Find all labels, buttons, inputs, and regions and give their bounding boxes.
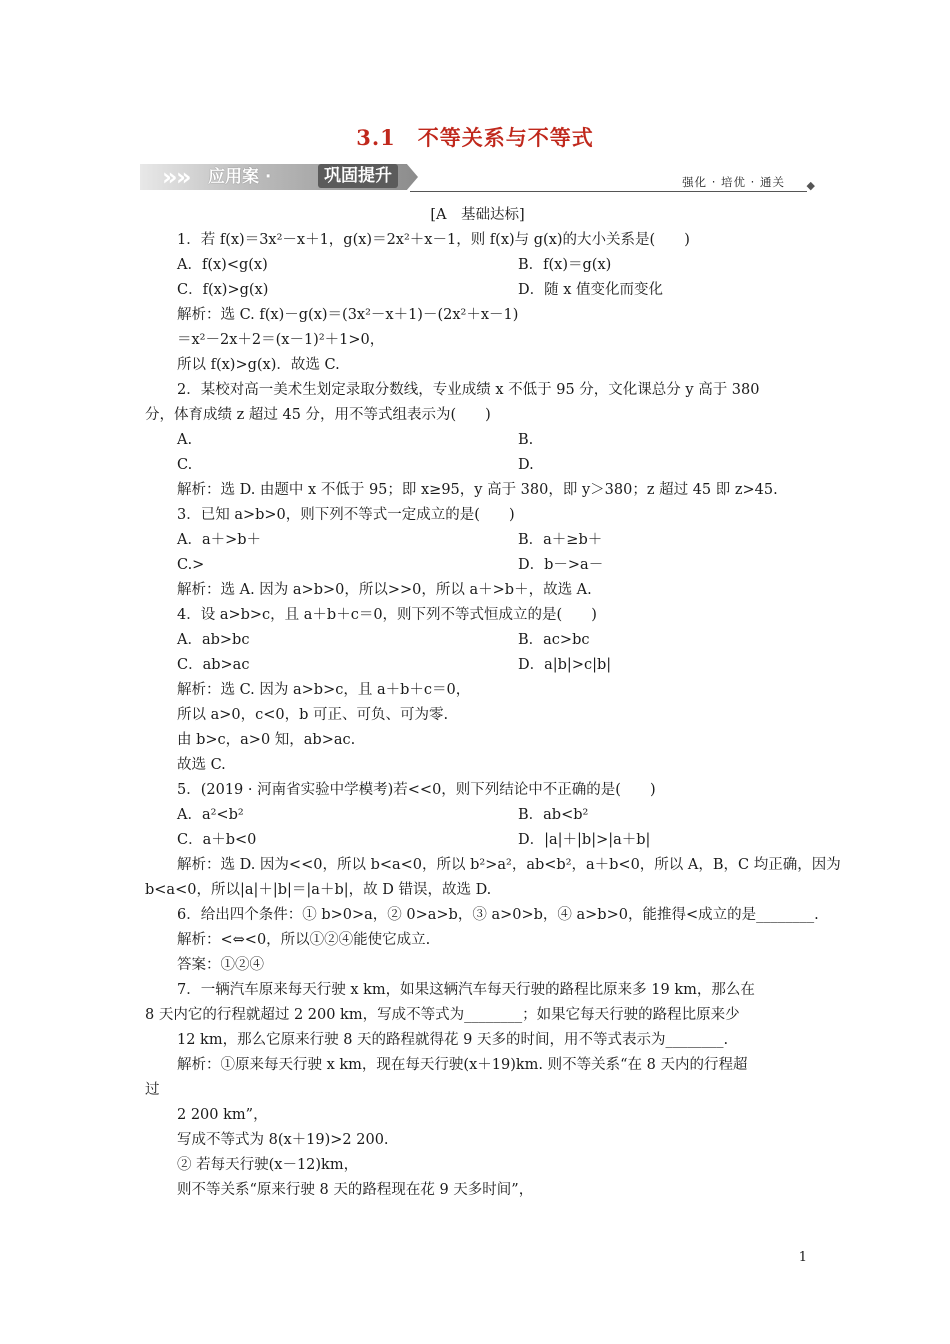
text-line: 由 b>c，a>0 知，ab>ac. <box>177 732 356 748</box>
text-line: 解析：选 D. 因为<<0，所以 b<a<0，所以 b²>a²，ab<b²，a＋b<0，所以 A，B，C 均正确，因为 <box>177 857 841 873</box>
option-right: B．ab<b² <box>518 807 589 823</box>
text-line: 解析：<⇔<0，所以①②④能使它成立. <box>177 932 431 948</box>
section-heading: [A 基础达标] <box>430 207 525 223</box>
option-row <box>145 528 810 553</box>
option-right: B. <box>518 432 534 448</box>
option-row <box>145 453 810 478</box>
text-line: 则不等关系“原来行驶 8 天的路程现在花 9 天多时间”， <box>177 1182 534 1198</box>
option-left: A．f(x)<g(x) <box>177 257 268 273</box>
text-line: 2 200 km”， <box>177 1107 268 1123</box>
text-line: ② 若每天行驶(x－12)km， <box>177 1157 359 1173</box>
banner-label: 应用案 · <box>208 167 272 187</box>
text-line: 解析：选 D. 由题中 x 不低于 95；即 x≥95，y 高于 380，即 y＞380；z 超过 45 即 z>45. <box>177 482 778 498</box>
chevron-right-icon: » <box>162 163 178 191</box>
text-line: 分，体育成绩 z 超过 45 分，用不等式组表示为( ) <box>145 407 491 423</box>
option-row <box>145 278 810 303</box>
option-row <box>145 628 810 653</box>
option-row <box>145 803 810 828</box>
text-line: 所以 a>0，c<0，b 可正、可负、可为零. <box>177 707 449 723</box>
option-row <box>145 428 810 453</box>
option-left: C.> <box>177 557 205 573</box>
document-body <box>145 203 841 1203</box>
option-left: A．ab>bc <box>177 632 250 648</box>
option-right: D．|a|＋|b|>|a＋b| <box>518 832 651 848</box>
banner-tagline: 强化 · 培优 · 通关 <box>682 175 785 189</box>
page-number: 1 <box>798 1250 807 1265</box>
banner-divider <box>410 191 807 192</box>
option-left: C. <box>177 457 193 473</box>
option-right: D．随 x 值变化而变化 <box>518 282 664 298</box>
text-line: 解析：选 A. 因为 a>b>0，所以>>0，所以 a＋>b＋，故选 A. <box>177 582 592 598</box>
option-right: D．a|b|>c|b| <box>518 657 612 673</box>
option-right: B．f(x)＝g(x) <box>518 257 612 273</box>
text-line: 8 天内它的行程就超过 2 200 km，写成不等式为________；如果它每天行驶的路程比原来少 <box>145 1007 740 1023</box>
text-line: 5．(2019 · 河南省实验中学模考)若<<0，则下列结论中不正确的是( ) <box>177 782 656 798</box>
text-line: b<a<0，所以|a|＋|b|＝|a＋b|，故 D 错误，故选 D. <box>145 882 492 898</box>
option-row <box>145 553 810 578</box>
text-line: ＝x²－2x＋2＝(x－1)²＋1>0， <box>177 332 385 348</box>
text-line: 解析：选 C. 因为 a>b>c，且 a＋b＋c＝0， <box>177 682 471 698</box>
text-line: 4．设 a>b>c，且 a＋b＋c＝0，则下列不等式恒成立的是( ) <box>177 607 597 623</box>
text-line: 2．某校对高一美术生划定录取分数线，专业成绩 x 不低于 95 分，文化课总分 y 高于 380 <box>177 382 760 398</box>
text-line: 7．一辆汽车原来每天行驶 x km，如果这辆汽车每天行驶的路程比原来多 19 km，那么在 <box>177 982 755 998</box>
option-left: C．a＋b<0 <box>177 832 257 848</box>
option-left: A．a＋>b＋ <box>177 532 262 548</box>
text-line: 解析：①原来每天行驶 x km，现在每天行驶(x＋19)km. 则不等关系“在 8 天内的行程超 <box>177 1057 748 1073</box>
option-left: A．a²<b² <box>177 807 244 823</box>
text-line: 过 <box>145 1082 160 1098</box>
chevron-right-icon: » <box>176 163 192 191</box>
option-row <box>145 653 810 678</box>
option-row <box>145 828 810 853</box>
text-line: 解析：选 C. f(x)－g(x)＝(3x²－x＋1)－(2x²＋x－1) <box>177 307 519 323</box>
text-line: 1．若 f(x)＝3x²－x＋1，g(x)＝2x²＋x－1，则 f(x)与 g(x)的大小关系是( ) <box>177 232 690 248</box>
text-line: 所以 f(x)>g(x)．故选 C. <box>177 357 340 373</box>
section-banner <box>140 162 815 196</box>
option-row <box>145 253 810 278</box>
text-line: 3．已知 a>b>0，则下列不等式一定成立的是( ) <box>177 507 515 523</box>
option-left: C．f(x)>g(x) <box>177 282 269 298</box>
option-left: A. <box>177 432 193 448</box>
text-line: 故选 C. <box>177 757 226 773</box>
page-title: 3.1 不等关系与不等式 <box>356 125 594 150</box>
option-right: D．b－>a－ <box>518 557 604 573</box>
option-left: C．ab>ac <box>177 657 250 673</box>
option-right: B．ac>bc <box>518 632 590 648</box>
text-line: 6．给出四个条件：① b>0>a，② 0>a>b，③ a>0>b，④ a>b>0，能推得<成立的是________. <box>177 907 819 923</box>
text-line: 答案：①②④ <box>177 957 264 973</box>
text-line: 12 km，那么它原来行驶 8 天的路程就得花 9 天多的时间，用不等式表示为________. <box>177 1032 729 1048</box>
option-right: D. <box>518 457 534 473</box>
text-line: 写成不等式为 8(x＋19)>2 200. <box>177 1132 389 1148</box>
option-right: B．a＋≥b＋ <box>518 532 603 548</box>
diamond-icon: ◆ <box>806 179 815 192</box>
banner-sub-label: 巩固提升 <box>318 164 398 188</box>
